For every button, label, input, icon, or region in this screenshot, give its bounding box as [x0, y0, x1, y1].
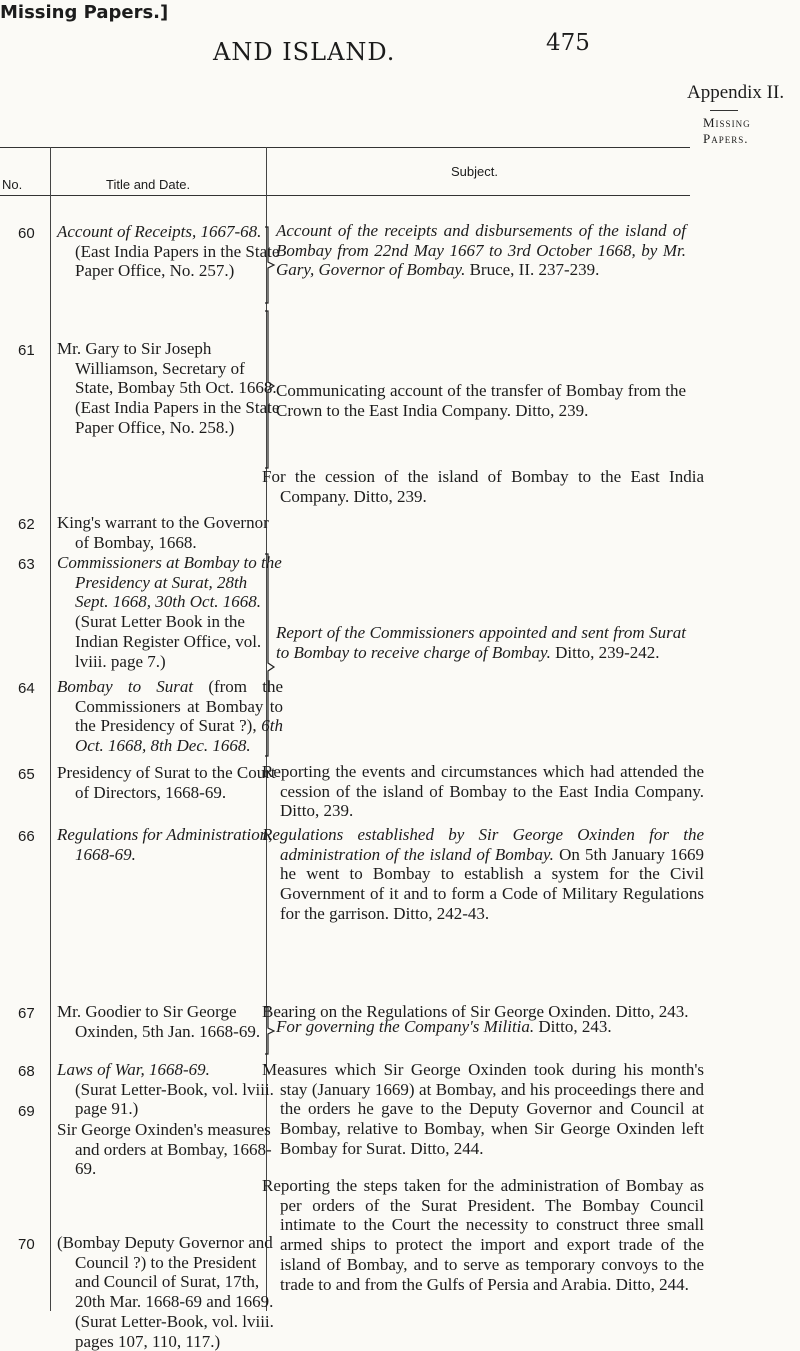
- running-head-title: AND ISLAND.: [213, 38, 396, 66]
- entry-title-italic-date: 6th Oct. 1668, 8th Dec. 1668.: [75, 716, 283, 756]
- entry-title-text: (Bombay Deputy Governor and Council ?) to the President and Council of Surat, 17th, 20th Mar. 1668-69 and 1669. (Surat Letter-Book, vol. lviii. pages 107, 110, 117.): [57, 1233, 274, 1351]
- entry-title: [57, 1060, 283, 1119]
- appendix-rule: [710, 110, 738, 111]
- row-number: 67: [18, 1005, 35, 1022]
- entry-title-reference: (East India Papers in the State Paper Office, No. 257.): [75, 241, 280, 281]
- entry-title: [57, 222, 283, 281]
- row-number: 60: [18, 225, 35, 242]
- entry-title: [57, 763, 283, 802]
- table-header-rule: [0, 195, 690, 196]
- entry-title: [57, 1002, 283, 1041]
- entry-title: [57, 1233, 283, 1351]
- entry-title: [57, 1120, 283, 1179]
- row-number: 64: [18, 680, 35, 697]
- entry-title: [57, 513, 283, 552]
- entry-title: [57, 825, 283, 864]
- row-number: 62: [18, 516, 35, 533]
- entry-title-italic: Bombay to Surat: [57, 677, 194, 696]
- entry-subject: [262, 467, 704, 506]
- entry-subject-text: For the cession of the island of Bombay to the East India Company. Ditto, 239.: [262, 467, 704, 506]
- row-number: 69: [18, 1103, 35, 1120]
- appendix-label: Appendix II.: [687, 82, 785, 103]
- row-number: 63: [18, 556, 35, 573]
- side-label-missing: Missing: [703, 115, 751, 130]
- entry-subject-reference: Ditto, 239-242.: [555, 642, 660, 662]
- entry-title-reference: (Surat Letter-Book, vol. lviii. page 91.): [75, 1079, 274, 1119]
- entry-subject-italic: Account of the receipts and disbursements of the island of Bombay from 22nd May 1667 to 3rd October 1668, by Mr. Gary, Governor of Bombay.: [276, 221, 686, 280]
- column-header-no: No.: [2, 177, 23, 192]
- entry-subject-text: Measures which Sir George Oxinden took during his month's stay (January 1669) at Bombay, and his proceedings there and the orders he gave to the Deputy Governor and Council at Bombay, relative to Bombay, when Sir George Oxinden left Bombay for Surat. Ditto, 244.: [262, 1060, 704, 1158]
- row-number: 66: [18, 828, 35, 845]
- entry-subject: [276, 221, 686, 280]
- entry-subject-text: Reporting the steps taken for the administration of Bombay as per orders of the Surat President. The Bombay Council intimate to the Court the necessity to construct three small armed ships to protect the import and export trade of the island of Bombay, and to serve as temporary convoys to the trade to and from the Gulfs of Persia and Arabia. Ditto, 244.: [262, 1176, 704, 1294]
- column-header-subject: Subject.: [451, 164, 498, 179]
- entry-title-text: Presidency of Surat to the Court of Directors, 1668-69.: [57, 763, 276, 802]
- row-number: 70: [18, 1236, 35, 1253]
- entry-subject: [262, 1176, 704, 1294]
- entry-subject-text: Communicating account of the transfer of Bombay from the Crown to the East India Company. Ditto, 239.: [276, 381, 686, 420]
- entry-subject-text: Bearing on the Regulations of Sir George Oxinden. Ditto, 243.: [262, 1002, 689, 1021]
- entry-subject: [276, 381, 686, 420]
- entry-title: [57, 339, 283, 438]
- entry-subject-reference: Bruce, II. 237-239.: [469, 260, 600, 280]
- side-label-papers: Papers.: [703, 131, 749, 146]
- entry-title: [57, 677, 283, 756]
- entry-title-text: King's warrant to the Governor of Bombay, 1668.: [57, 513, 269, 552]
- entry-subject: [262, 825, 704, 924]
- entry-title-text: Mr. Goodier to Sir George Oxinden, 5th Jan. 1668-69.: [57, 1002, 261, 1041]
- table-top-rule: [0, 147, 690, 148]
- column-divider-1: [50, 147, 51, 1311]
- running-head-section: Missing Papers.]: [0, 2, 169, 23]
- entry-subject: [276, 1017, 686, 1037]
- column-header-title-date: Title and Date.: [106, 177, 191, 192]
- entry-subject-reference: Ditto, 243.: [538, 1017, 612, 1036]
- entry-title-italic: Laws of War, 1668-69.: [57, 1060, 210, 1079]
- entry-subject-italic: For governing the Company's Militia.: [276, 1017, 535, 1036]
- entry-title-reference: (Surat Letter Book in the Indian Register Office, vol. lviii. page 7.): [75, 612, 262, 671]
- entry-title-text: (from the Commissioners at Bombay to the Presidency of Surat ?),: [75, 677, 283, 736]
- entry-subject-text: On 5th January 1669 he went to Bombay to establish a system for the Civil Government of it and to form a Code of Military Regulations for the garrison. Ditto, 242-43.: [280, 844, 705, 923]
- entry-title-text: Sir George Oxinden's measures and orders at Bombay, 1668-69.: [57, 1120, 272, 1179]
- entry-title-italic: Account of Receipts, 1667-68.: [57, 222, 262, 241]
- entry-subject-italic: Report of the Commissioners appointed and sent from Surat to Bombay to receive charge of Bombay.: [276, 623, 686, 662]
- page-number: 475: [546, 30, 590, 56]
- entry-title-italic: Regulations for Administration, 1668-69.: [57, 825, 273, 864]
- entry-title-italic: Commissioners at Bombay to the Presidency at Surat, 28th Sept. 1668, 30th Oct. 1668.: [57, 553, 282, 612]
- entry-subject-italic: Regulations established by Sir George Oxinden for the administration of the island of Bombay.: [262, 825, 704, 864]
- entry-title: [57, 553, 283, 671]
- entry-subject: [262, 762, 704, 821]
- row-number: 65: [18, 766, 35, 783]
- entry-subject: [276, 623, 686, 662]
- entry-subject: [262, 1060, 704, 1159]
- entry-subject-text: Reporting the events and circumstances which had attended the cession of the island of Bombay to the East India Company. Ditto, 239.: [262, 762, 704, 821]
- row-number: 61: [18, 342, 35, 359]
- entry-title-text: Mr. Gary to Sir Joseph Williamson, Secretary of State, Bombay 5th Oct. 1668. (East India Papers in the State Paper Office, No. 258.): [57, 339, 280, 437]
- row-number: 68: [18, 1063, 35, 1080]
